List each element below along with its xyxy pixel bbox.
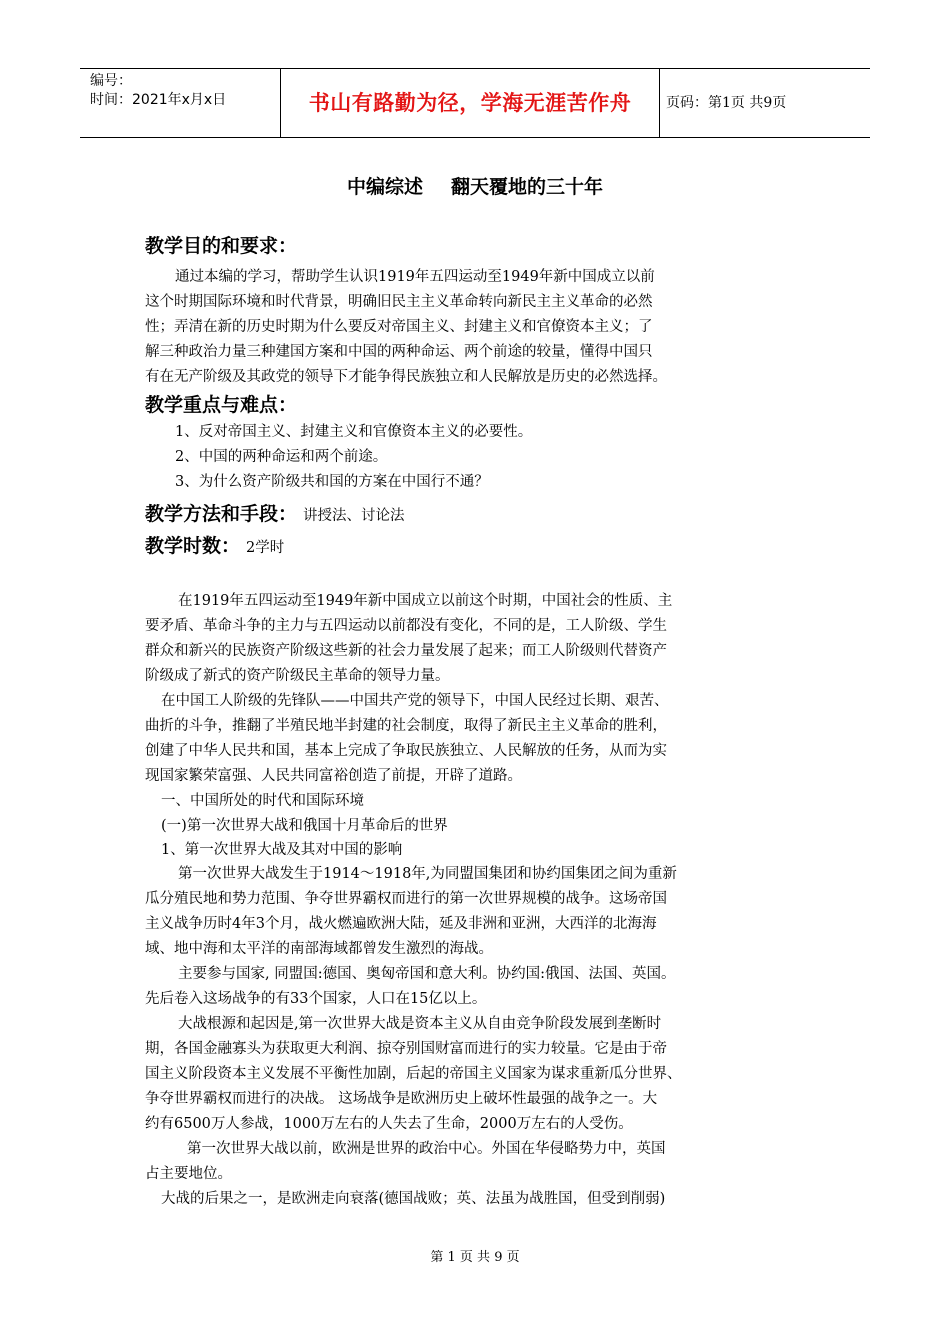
hours-row (145, 534, 284, 560)
method-row (145, 502, 405, 528)
method-value: 讲授法、讨论法 (303, 508, 405, 524)
body-line: (一)第一次世界大战和俄国十月革命后的世界 (161, 818, 448, 834)
title-part1: 中编综述 (346, 176, 423, 198)
title-part2: 翻天覆地的三十年 (451, 176, 604, 198)
key-item: 3、为什么资产阶级共和国的方案在中国行不通？ (175, 474, 489, 490)
goals-line: 这个时期国际环境和时代背景，明确旧民主主义革命转向新民主主义革命的必然 (145, 294, 653, 310)
method-heading: 教学方法和手段： (145, 503, 298, 525)
body-line: 约有6500万人参战，1000万左右的人失去了生命，2000万左右的人受伤。 (145, 1116, 633, 1132)
goals-line: 解三种政治力量三种建国方案和中国的两种命运、两个前途的较量，懂得中国只 (145, 344, 653, 360)
body-line: 大战的后果之一，是欧洲走向衰落(德国战败；英、法虽为战胜国，但受到削弱) (161, 1191, 666, 1207)
goals-line: 性；弄清在新的历史时期为什么要反对帝国主义、封建主义和官僚资本主义；了 (145, 319, 653, 335)
body-line: 群众和新兴的民族资产阶级这些新的社会力量发展了起来；而工人阶级则代替资产 (145, 643, 667, 659)
body-line: 大战根源和起因是,第一次世界大战是资本主义从自由竞争阶段发展到垄断时 (178, 1016, 662, 1032)
key-item: 1、反对帝国主义、封建主义和官僚资本主义的必要性。 (175, 424, 533, 440)
body-line: 期，各国金融寡头为获取更大利润、掠夺别国财富而进行的实力较量。它是由于帝 (145, 1041, 667, 1057)
body-line: 域、地中海和太平洋的南部海域都曾发生激烈的海战。 (145, 941, 493, 957)
body-line: 第一次世界大战发生于1914～1918年,为同盟国集团和协约国集团之间为重新 (178, 866, 677, 882)
body-line: 主义战争历时4年3个月，战火燃遍欧洲大陆，延及非洲和亚洲，大西洋的北海海 (145, 916, 657, 932)
page-header (80, 68, 870, 138)
body-line: 先后卷入这场战争的有33个国家，人口在15亿以上。 (145, 991, 487, 1007)
goals-heading: 教学目的和要求： (145, 235, 298, 257)
document-time-label: 时间：2021年x月x日 (90, 92, 227, 108)
body-line: 在1919年五四运动至1949年新中国成立以前这个时期，中国社会的性质、主 (178, 593, 673, 609)
body-line: 主要参与国家, 同盟国:德国、奥匈帝国和意大利。协约国:俄国、法国、英国。 (178, 966, 676, 982)
hours-heading: 教学时数： (145, 535, 241, 557)
header-page-label: 页码：第1页 共9页 (666, 95, 787, 111)
page-footer: 第 1 页 共 9 页 (430, 1250, 520, 1265)
body-line: 阶级成了新式的资产阶级民主革命的领导力量。 (145, 668, 450, 684)
body-line: 一、中国所处的时代和国际环境 (161, 793, 364, 809)
document-number-label: 编号： (90, 73, 132, 89)
document-title (0, 172, 950, 199)
header-meta (80, 69, 280, 140)
body-line: 瓜分殖民地和势力范围、争夺世界霸权而进行的第一次世界规模的战争。这场帝国 (145, 891, 667, 907)
body-line: 1、第一次世界大战及其对中国的影响 (161, 842, 403, 858)
hours-value: 2学时 (246, 540, 285, 556)
header-motto: 书山有路勤为径，学海无涯苦作舟 (280, 69, 660, 137)
body-line: 占主要地位。 (145, 1166, 232, 1182)
body-line: 曲折的斗争，推翻了半殖民地半封建的社会制度，取得了新民主主义革命的胜利， (145, 718, 667, 734)
goals-line: 有在无产阶级及其政党的领导下才能争得民族独立和人民解放是历史的必然选择。 (145, 369, 667, 385)
body-line: 国主义阶段资本主义发展不平衡性加剧，后起的帝国主义国家为谋求重新瓜分世界、 (145, 1066, 682, 1082)
body-line: 要矛盾、革命斗争的主力与五四运动以前都没有变化，不同的是，工人阶级、学生 (145, 618, 667, 634)
body-line: 第一次世界大战以前，欧洲是世界的政治中心。外国在华侵略势力中，英国 (187, 1141, 666, 1157)
body-line: 现国家繁荣富强、人民共同富裕创造了前提，开辟了道路。 (145, 768, 522, 784)
key-item: 2、中国的两种命运和两个前途。 (175, 449, 388, 465)
key-heading: 教学重点与难点： (145, 394, 298, 416)
goals-line: 通过本编的学习，帮助学生认识1919年五四运动至1949年新中国成立以前 (175, 269, 655, 285)
body-line: 创建了中华人民共和国，基本上完成了争取民族独立、人民解放的任务，从而为实 (145, 743, 667, 759)
body-line: 争夺世界霸权而进行的决战。 这场战争是欧洲历史上破坏性最强的战争之一。大 (145, 1091, 658, 1107)
body-line: 在中国工人阶级的先锋队——中国共产党的领导下，中国人民经过长期、艰苦、 (161, 693, 669, 709)
